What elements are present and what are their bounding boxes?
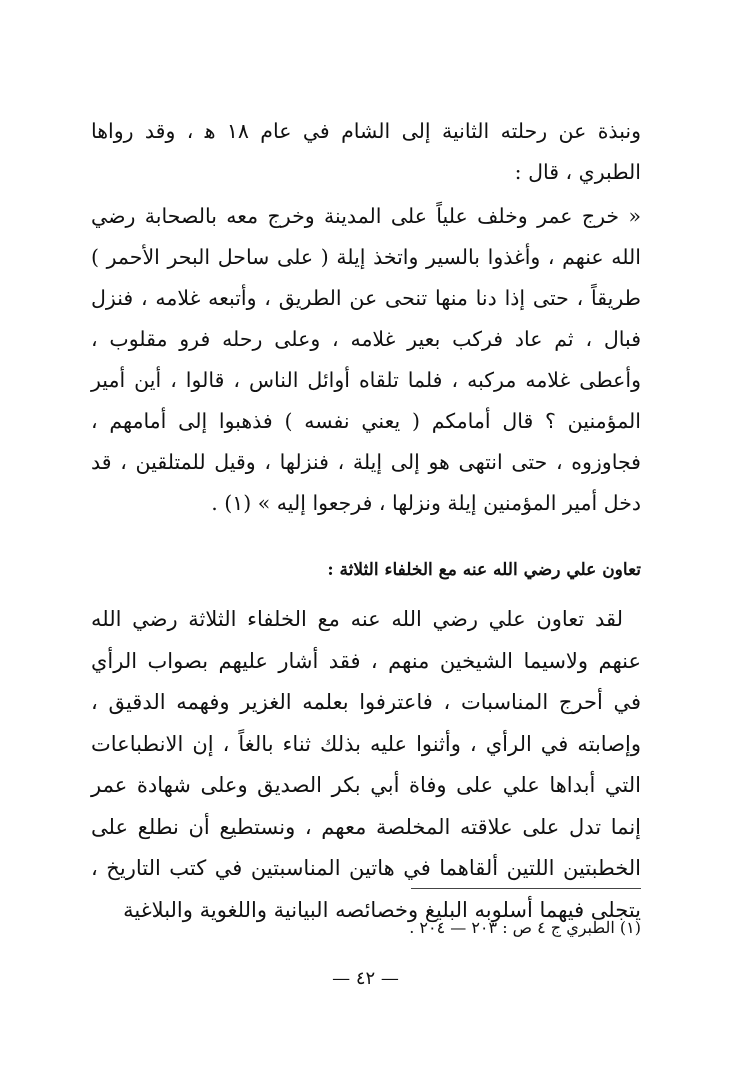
section-heading: تعاون علي رضي الله عنه مع الخلفاء الثلاثة : bbox=[327, 560, 641, 580]
footnote: (١) الطبري ج ٤ ص : ٢٠٣ — ٢٠٤ . bbox=[409, 918, 641, 937]
body-paragraph bbox=[91, 599, 641, 931]
page-number: — ٤٢ — bbox=[332, 968, 399, 989]
intro-paragraph: ونبذة عن رحلته الثانية إلى الشام في عام ١٨ ﻫ ، وقد رواها الطبري ، قال : bbox=[91, 118, 641, 184]
body-text: لقد تعاون علي رضي الله عنه مع الخلفاء الثلاثة رضي الله عنهم ولاسيما الشيخين منهم ، فقد أشار عليهم بصواب الرأي في أحرج المناسبات ، فاعترفوا بعلمه الغزير وفهمه الدقيق ، وإصابته في الرأي ، وأثنوا عليه بذلك ثناء بالغاً ، إن الانطباعات التي أبداها علي على وفاة أبي بكر الصديق وعلى شهادة عمر إنما تدل على علاقته المخلصة معهم ، ونستطيع أن نطلع على الخطبتين اللتين ألقاهما في هاتين المناسبتين في كتب التاريخ ، يتجلى فيهما أسلوبه البليغ وخصائصه البيانية واللغوية والبلاغية bbox=[91, 607, 642, 922]
quoted-passage: « خرج عمر وخلف علياً على المدينة وخرج معه بالصحابة رضي الله عنهم ، وأغذوا بالسير واتخذ إيلة ( على ساحل البحر الأحمر ) طريقاً ، حتى إذا دنا منها تنحى عن الطريق ، وأتبعه غلامه ، فنزل فبال ، ثم عاد فركب بعير غلامه ، وعلى رحله فرو مقلوب ، وأعطى غلامه مركبه ، فلما تلقاه أوائل الناس ، قالوا ، أين أمير المؤمنين ؟ قال أمامكم ( يعني نفسه ) فذهبوا إلى أمامهم ، فجاوزوه ، حتى انتهى هو إلى إيلة ، فنزلها ، وقيل للمتلقين ، قد دخل أمير المؤمنين إيلة ونزلها ، فرجعوا إليه » (١) . bbox=[91, 203, 641, 515]
footnote-divider bbox=[411, 888, 641, 889]
